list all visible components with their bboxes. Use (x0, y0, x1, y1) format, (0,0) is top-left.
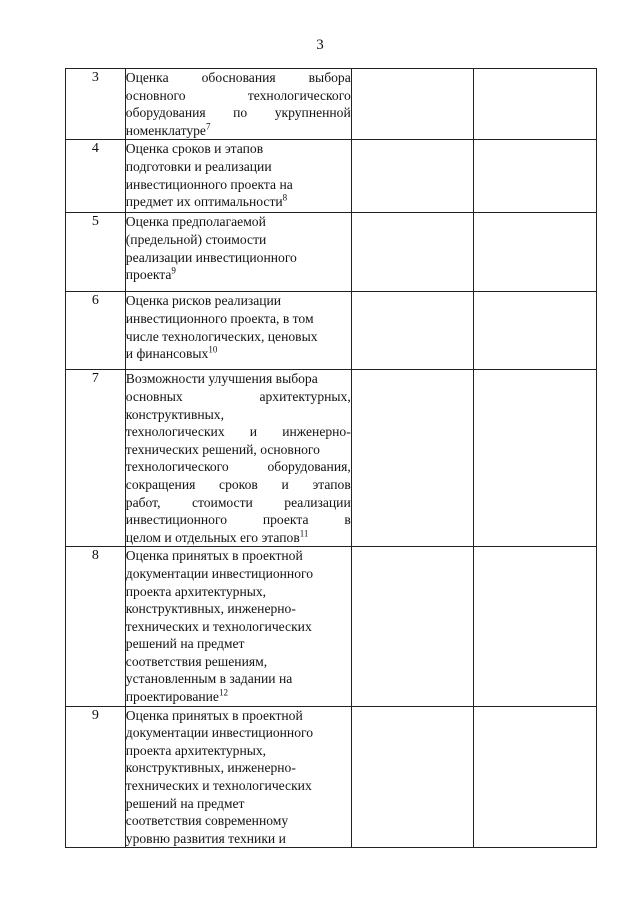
description-line: Оценка обоснования выбора (125, 70, 351, 85)
description-line: основных архитектурных, (125, 388, 351, 404)
description-line: проектирование$^{12}$ (125, 687, 228, 705)
row-description (125, 370, 351, 547)
description-line: основного технологического (125, 87, 351, 103)
assessment-table (65, 68, 597, 848)
empty-cell (474, 706, 597, 848)
empty-cell (351, 213, 474, 292)
description-line: и финансовых$^{10}$ (125, 344, 218, 362)
empty-cell (474, 213, 597, 292)
table-row (66, 706, 597, 848)
empty-cell (474, 370, 597, 547)
row-number: 3 (66, 69, 126, 140)
description-line: Оценка предполагаемой (125, 214, 266, 230)
table-row (66, 213, 597, 292)
description-line: подготовки и реализации (125, 158, 272, 174)
empty-cell (474, 140, 597, 213)
footnote-ref: 9 (171, 265, 176, 276)
description-line: конструктивных, инженерно- (125, 760, 296, 776)
description-line: технических и технологических (125, 778, 312, 794)
description-line: оборудования по укрупненной (125, 105, 351, 121)
description-line: инвестиционного проекта на (125, 176, 293, 192)
table-row (66, 292, 597, 370)
row-number: 6 (66, 292, 126, 370)
row-description (125, 292, 351, 370)
description-line: проекта$^9$ (125, 265, 176, 283)
description-line: работ, стоимости реализации (125, 494, 351, 510)
empty-cell (351, 140, 474, 213)
table-row (66, 140, 597, 213)
row-description (125, 140, 351, 213)
description-line: сокращения сроков и этапов (125, 476, 351, 492)
row-description (125, 706, 351, 848)
description-line: конструктивных, инженерно- (125, 601, 296, 617)
empty-cell (474, 69, 597, 140)
footnote-ref: 12 (218, 687, 228, 698)
description-line: проекта архитектурных, (125, 583, 267, 599)
footnote-ref: 7 (205, 121, 211, 132)
row-description (125, 69, 351, 140)
footnote-ref: 8 (282, 192, 288, 203)
description-line: соответствия решениям, (125, 653, 268, 669)
footnote-ref: 10 (208, 344, 218, 355)
footnote-ref: 11 (299, 528, 309, 539)
description-line: документации инвестиционного (125, 725, 314, 741)
description-line: конструктивных, (125, 406, 224, 422)
description-line: Оценка принятых в проектной (125, 707, 303, 723)
description-line: реализации инвестиционного (125, 249, 297, 265)
table-row (66, 547, 597, 706)
row-number: 4 (66, 140, 126, 213)
description-line: технологических и инженерно- (125, 424, 351, 440)
empty-cell (351, 69, 474, 140)
table-row (66, 69, 597, 140)
empty-cell (351, 370, 474, 547)
row-description (125, 213, 351, 292)
row-number: 7 (66, 370, 126, 547)
description-line: числе технологических, ценовых (125, 328, 318, 344)
description-line: установленным в задании на (125, 671, 293, 687)
description-line: технических и технологических (125, 618, 312, 634)
row-number: 8 (66, 547, 126, 706)
row-description (125, 547, 351, 706)
empty-cell (474, 292, 597, 370)
description-line: решений на предмет (125, 636, 245, 652)
description-line: инвестиционного проекта в (125, 512, 351, 528)
description-line: соответствия современному (125, 813, 289, 829)
description-line: Оценка принятых в проектной (125, 548, 303, 564)
row-number: 5 (66, 213, 126, 292)
row-number: 9 (66, 706, 126, 848)
description-line: инвестиционного проекта, в том (125, 310, 314, 326)
description-line: документации инвестиционного (125, 565, 314, 581)
table-row (66, 370, 597, 547)
description-line: технологического оборудования, (125, 459, 351, 475)
description-line: Оценка рисков реализации (125, 293, 282, 309)
description-line: Возможности улучшения выбора (125, 371, 318, 387)
description-line: решений на предмет (125, 795, 245, 811)
empty-cell (474, 547, 597, 706)
description-line: технических решений, основного (125, 441, 320, 457)
description-line: проекта архитектурных, (125, 742, 267, 758)
empty-cell (351, 706, 474, 848)
description-line: предмет их оптимальности$^8$ (125, 192, 288, 210)
empty-cell (351, 547, 474, 706)
description-line: (предельной) стоимости (125, 231, 267, 247)
description-line: номенклатуре$^7$ (125, 121, 211, 138)
description-line: уровню развития техники и (125, 830, 286, 846)
description-line: Оценка сроков и этапов (125, 141, 264, 157)
description-line: целом и отдельных его этапов$^{11}$ (125, 528, 309, 545)
page-number: 3 (316, 37, 324, 53)
empty-cell (351, 292, 474, 370)
